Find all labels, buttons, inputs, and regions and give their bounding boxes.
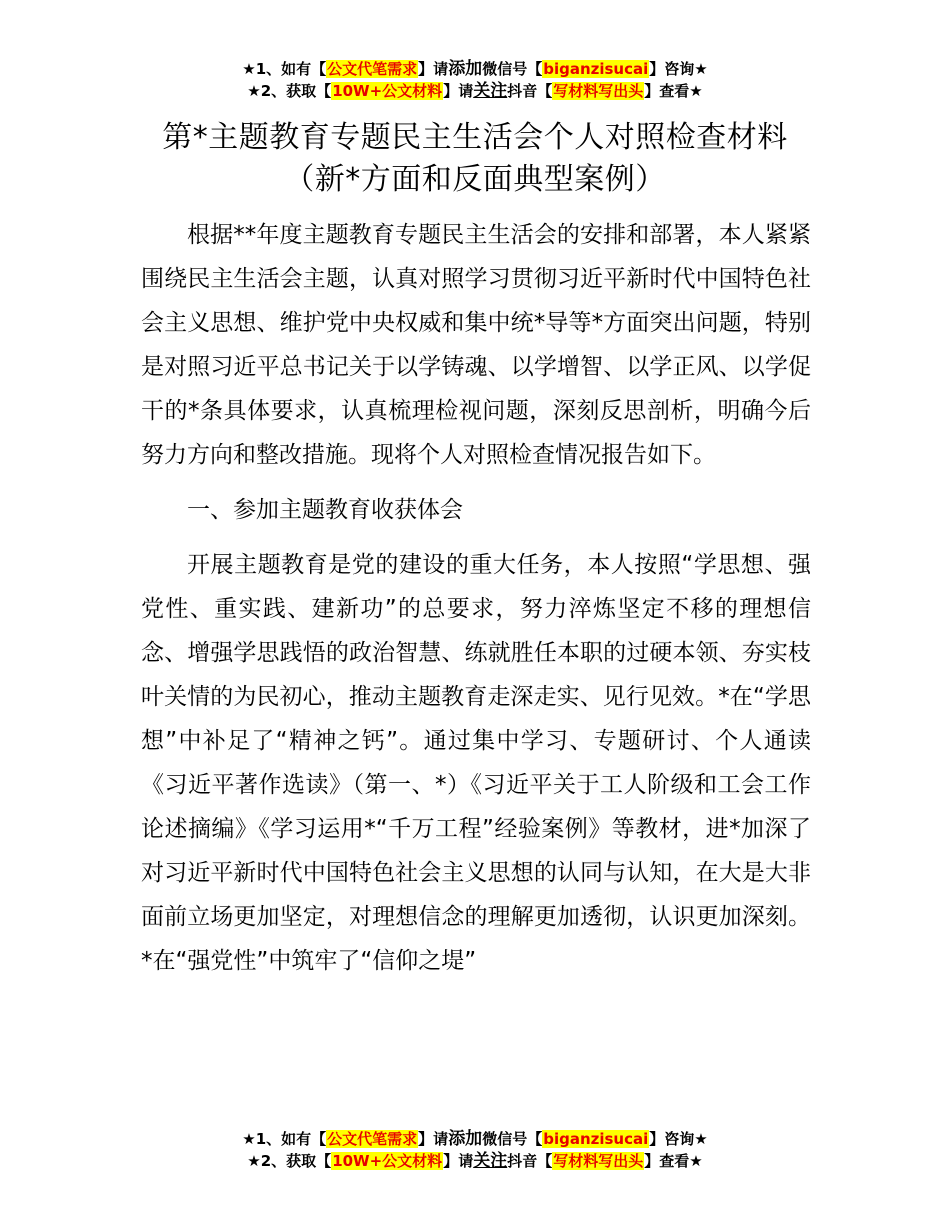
banner-highlight: 公文代笔需求 (327, 1130, 418, 1148)
banner-highlight: biganzisucai (543, 60, 649, 78)
top-banner (0, 58, 950, 102)
section-heading: 一、参加主题教育收获体会 (187, 497, 463, 523)
banner-highlight: 10W+公文材料 (332, 1152, 443, 1170)
banner-line-2 (0, 80, 950, 102)
banner-text: 】请 (418, 1130, 449, 1148)
banner-text: 抖音【 (507, 82, 553, 100)
banner-emphasis: 关注 (473, 1151, 508, 1171)
banner-line-1 (0, 58, 950, 80)
banner-text: 】咨询★ (649, 1130, 708, 1148)
banner-highlight: 公文代笔需求 (327, 60, 418, 78)
document-body (141, 213, 811, 983)
paragraph-intro: 根据**年度主题教育专题民主生活会的安排和部署，本人紧紧围绕民主生活会主题，认真对照学习贯彻习近平新时代中国特色社会主义思想、维护党中央权威和集中统*导等*方面突出问题，特别是对照习近平总书记关于以学铸魂、以学增智、以学正风、以学促干的*条具体要求，认真梳理检视问题，深刻反思剖析，明确今后努力方向和整改措施。现将个人对照检查情况报告如下。 (141, 222, 811, 468)
banner-highlight: 写材料写出头 (553, 1152, 644, 1170)
banner-highlight: 10W+公文材料 (332, 82, 443, 100)
banner-text: 微信号【 (482, 60, 543, 78)
banner-line-1 (0, 1128, 950, 1150)
banner-highlight: 写材料写出头 (553, 82, 644, 100)
banner-emphasis: 添加 (448, 1129, 483, 1149)
paragraph-section-1: 开展主题教育是党的建设的重大任务，本人按照“学思想、强党性、重实践、建新功”的总要求，努力淬炼坚定不移的理想信念、增强学思践悟的政治智慧、练就胜任本职的过硬本领、夯实枝叶关情的为民初心，推动主题教育走深走实、见行见效。*在“学思想”中补足了“精神之钙”。通过集中学习、专题研讨、个人通读《习近平著作选读》（第一、*）《习近平关于工人阶级和工会工作论述摘编》《学习运用*“千万工程”经验案例》等教材，进*加深了对习近平新时代中国特色社会主义思想的认同与认知，在大是大非面前立场更加坚定，对理想信念的理解更加透彻，认识更加深刻。*在“强党性”中筑牢了“信仰之堤” (141, 552, 811, 974)
banner-text: 】咨询★ (649, 60, 708, 78)
banner-text: ★2、获取【 (247, 1152, 332, 1170)
banner-emphasis: 关注 (473, 81, 508, 101)
banner-emphasis: 添加 (448, 59, 483, 79)
banner-highlight: biganzisucai (543, 1130, 649, 1148)
banner-text: 】请 (443, 82, 474, 100)
banner-text: 】请 (443, 1152, 474, 1170)
document-title-line-2: （新*方面和反面典型案例） (284, 162, 666, 197)
banner-text: ★1、如有【 (242, 1130, 327, 1148)
banner-text: ★1、如有【 (242, 60, 327, 78)
banner-line-2 (0, 1150, 950, 1172)
document-title-line-1: 第*主题教育专题民主生活会个人对照检查材料 (162, 120, 788, 155)
banner-text: 】查看★ (644, 82, 703, 100)
banner-text: 抖音【 (507, 1152, 553, 1170)
banner-text: 】请 (418, 60, 449, 78)
banner-text: 微信号【 (482, 1130, 543, 1148)
banner-text: 】查看★ (644, 1152, 703, 1170)
bottom-banner (0, 1128, 950, 1172)
banner-text: ★2、获取【 (247, 82, 332, 100)
